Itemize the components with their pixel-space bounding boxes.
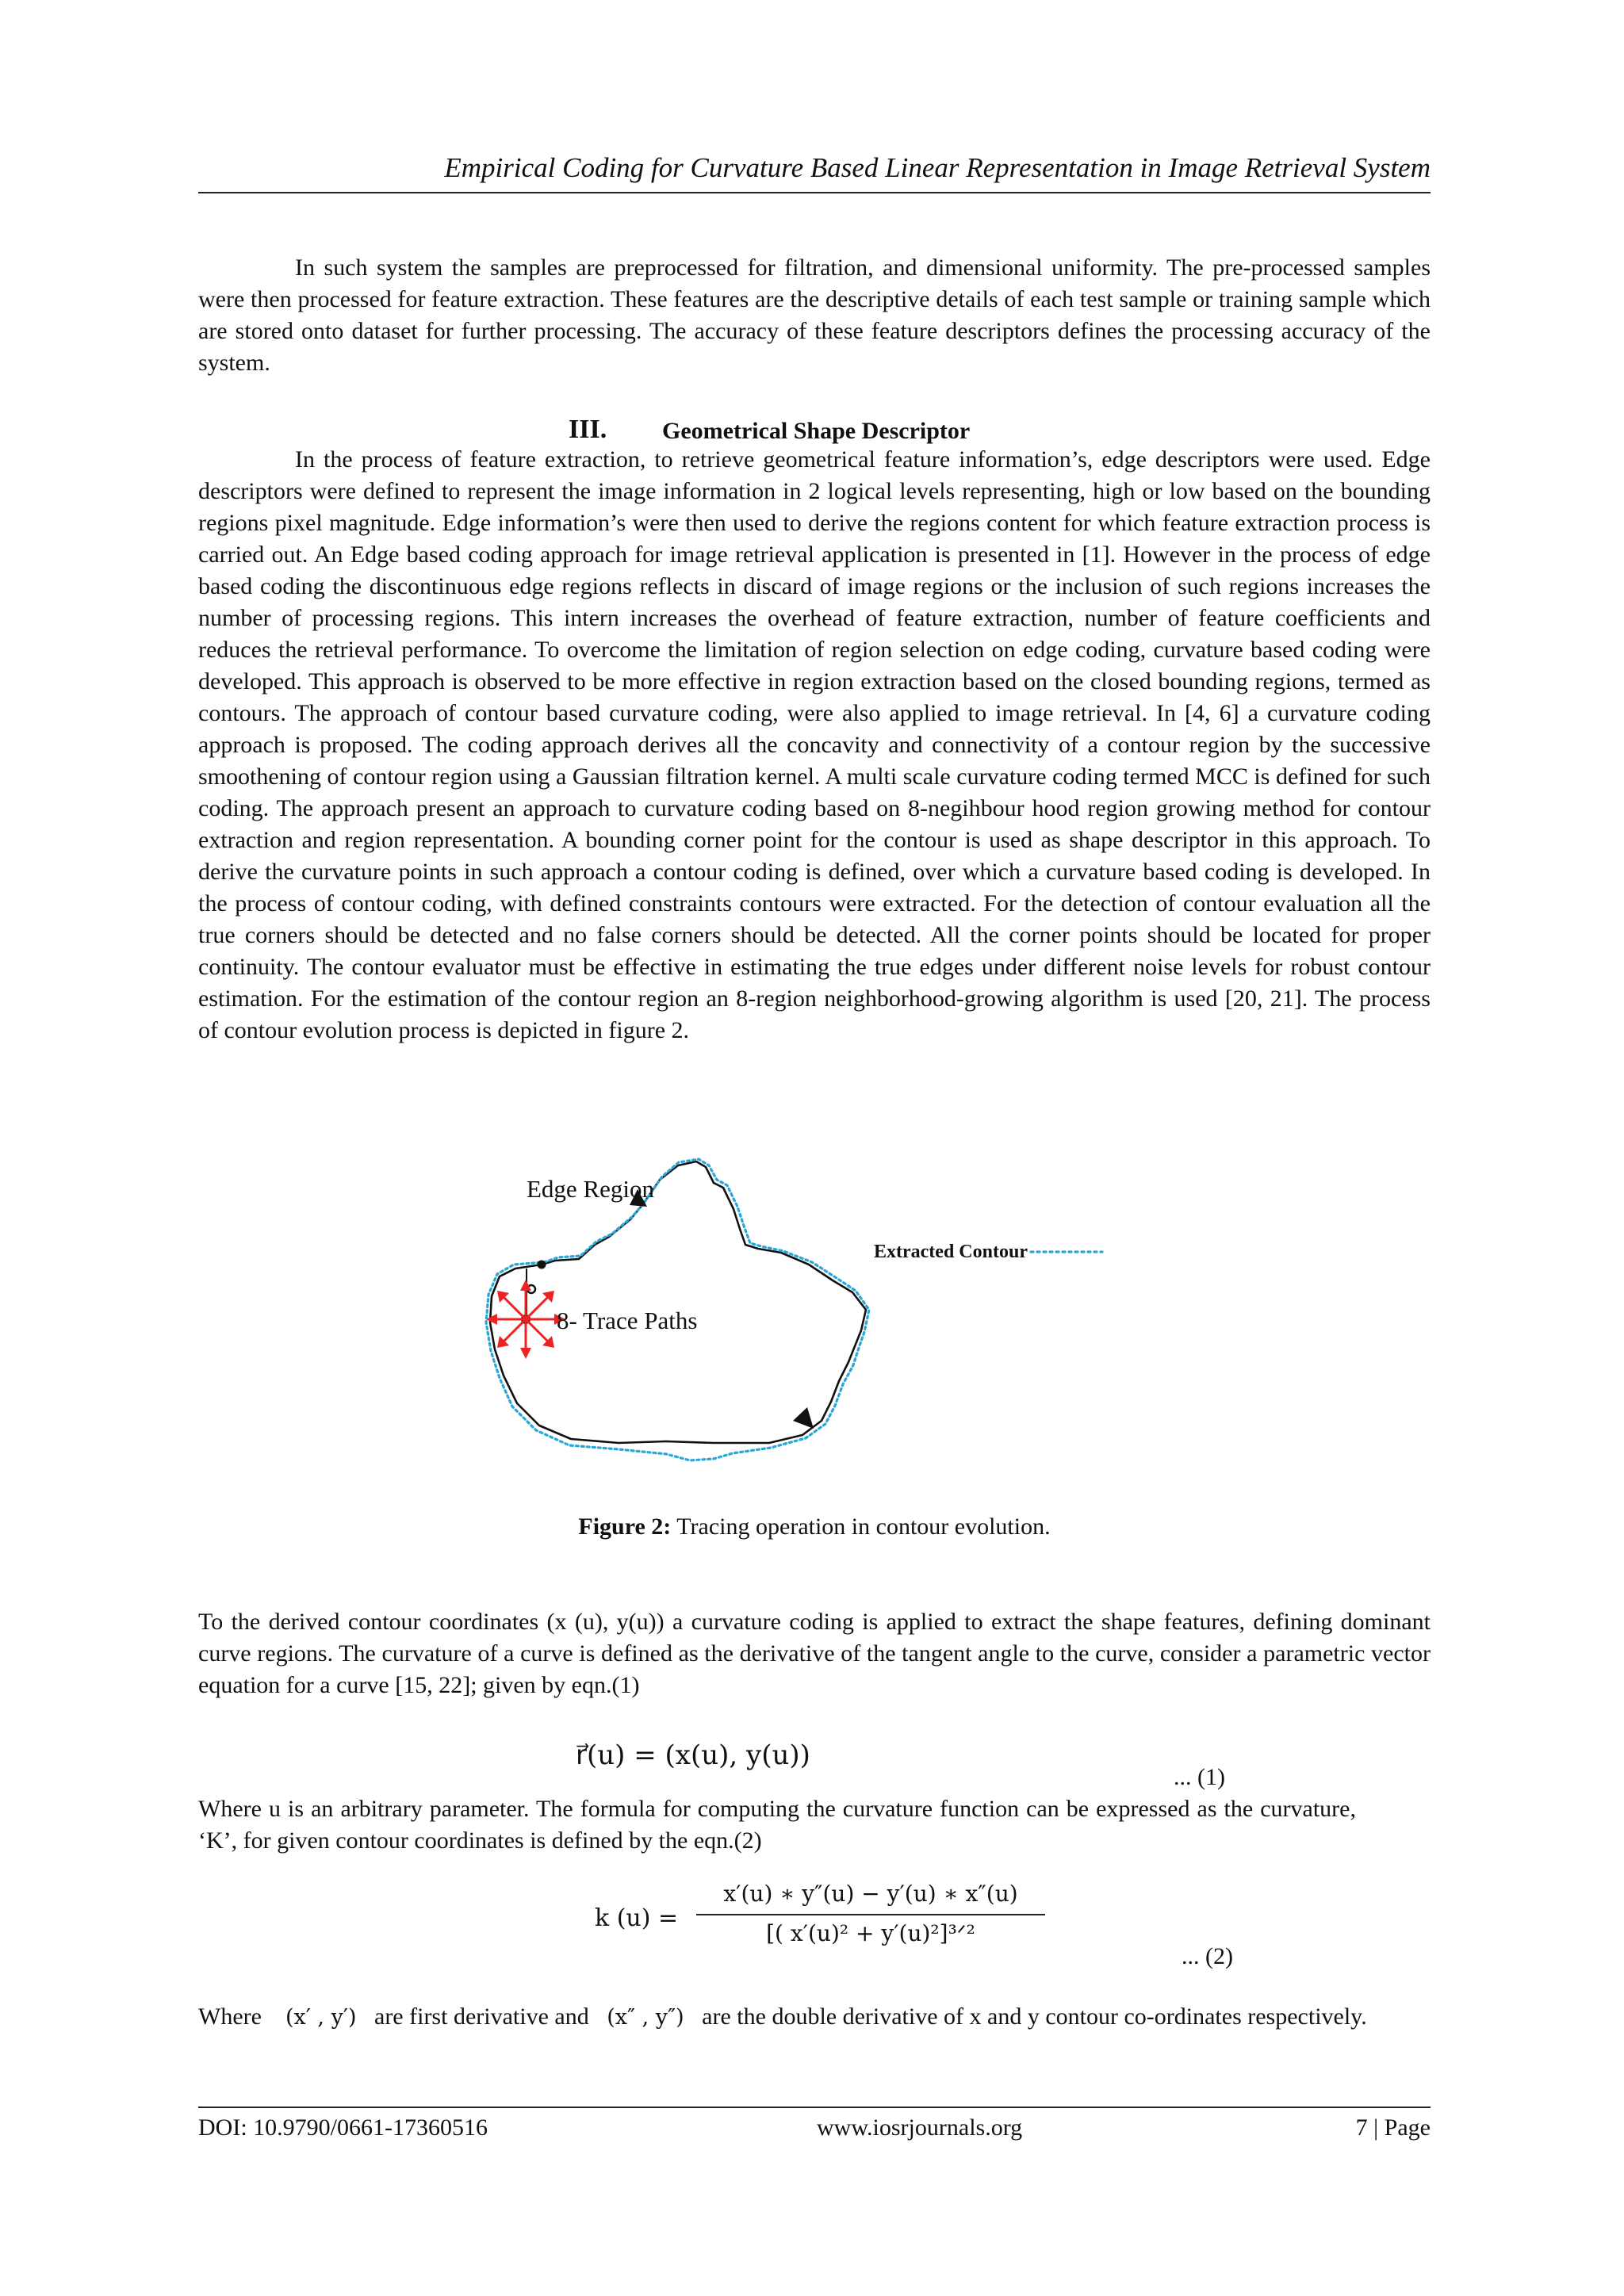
section-title: Geometrical Shape Descriptor (662, 418, 971, 444)
page-footer (198, 2112, 1431, 2144)
direction-arrow-bottom (793, 1407, 814, 1429)
first-derivative-symbol: (x′ , y′) (285, 2005, 357, 2030)
equation-2-denominator: [( x′(u)² + y′(u)²]³ᐟ² (766, 1920, 975, 1946)
figure-caption (198, 1511, 1431, 1543)
caption-text: Tracing operation in contour evolution. (676, 1513, 1051, 1540)
trace-arrow-se (526, 1319, 550, 1343)
where-rest-text: are the double derivative of x and y contour co-ordinates respectively. (702, 2003, 1367, 2030)
trace-arrowhead-s (520, 1348, 531, 1359)
equation-1: r⃗(u) = (x(u), y(u)) (576, 1739, 810, 1771)
footer-page-number: 7 | Page (1355, 2114, 1431, 2141)
paragraph-curvature-definition: Where u is an arbitrary parameter. The formula for computing the curvature function can be expressed as the curvature, ‘K’, for given contour coordinates is defined by the eqn.(2) (198, 1796, 1356, 1854)
section-number: III. (569, 415, 607, 444)
footer-website: www.iosrjournals.org (817, 2114, 1023, 2141)
running-head: Empirical Coding for Curvature Based Linear Representation in Image Retrieval System (444, 152, 1431, 183)
where-word: Where (198, 2003, 262, 2030)
equation-2-numerator: x′(u) ∗ y″(u) − y′(u) ∗ x″(u) (723, 1881, 1018, 1907)
caption-label: Figure 2: (578, 1513, 672, 1540)
paper-page (198, 0, 1431, 2296)
traced-contour-path (490, 1161, 866, 1443)
paragraph-preprocessing: In such system the samples are preprocessed for filtration, and dimensional uniformity. The pre-processed samples were then processed for feature extraction. These features are the descriptive details of each test sample or training sample which are stored onto dataset for further processing. The accuracy of these feature descriptors defines the processing accuracy of the system. (198, 254, 1431, 376)
footer-doi: DOI: 10.9790/0661-17360516 (198, 2114, 488, 2141)
figure-contour-tracing (476, 1142, 1126, 1514)
equation-2-fraction-bar (696, 1914, 1045, 1915)
section-heading (198, 412, 1431, 447)
contour-diagram (476, 1142, 1126, 1514)
where-mid-text: are first derivative and (374, 2003, 589, 2030)
trace-start-point (538, 1261, 546, 1269)
eight-trace-arrows (486, 1280, 565, 1359)
label-edge-region: Edge Region (527, 1175, 654, 1203)
equation-2-lhs: k (u) = (595, 1904, 679, 1932)
second-derivative-symbol: (x″ , y″) (607, 2005, 684, 2030)
equation-2-number: ... (2) (1182, 1943, 1233, 1969)
trace-arrow-nw (502, 1295, 526, 1319)
equation-2 (595, 1879, 1229, 1966)
paragraph-derivatives (198, 2001, 1431, 2034)
label-trace-paths: 8- Trace Paths (557, 1307, 698, 1334)
paragraph-curvature-coding: To the derived contour coordinates (x (u), y(u)) a curvature coding is applied to extract the shape features, defining dominant curve regions. The curvature of a curve is defined as the derivative of the tangent angle to the curve, consider a parametric vector equation for a curve [15, 22]; given by eqn.(1) (198, 1609, 1431, 1698)
label-extracted-contour: Extracted Contour (874, 1242, 1028, 1262)
equation-1-number: ... (1) (1174, 1764, 1225, 1790)
trace-arrow-ne (526, 1295, 550, 1319)
footer-rule (198, 2107, 1431, 2108)
paragraph-feature-extraction: In the process of feature extraction, to retrieve geometrical feature information’s, edge descriptors were used. Edge descriptors were defined to represent the image information in 2 logical levels representing, high or low based on the bounding regions pixel magnitude. Edge information’s were then used to derive the regions content for which feature extraction process is carried out. An Edge based coding approach for image retrieval application is presented in [1]. However in the process of edge based coding the discontinuous edge regions reflects in discard of image regions or the inclusion of such regions increases the number of processing regions. This intern increases the overhead of feature extraction, number of feature coefficients and reduces the retrieval performance. To overcome the limitation of region selection on edge coding, curvature based coding were developed. This approach is observed to be more effective in region extraction based on the closed bounding regions, termed as contours. The approach of contour based curvature coding, were also applied to image retrieval. In [4, 6] a curvature coding approach is proposed. The coding approach derives all the concavity and connectivity of a contour region by the successive smoothening of contour region using a Gaussian filtration kernel. A multi scale curvature coding termed MCC is defined for such coding. The approach present an approach to curvature coding based on 8-negihbour hood region growing method for contour extraction and region representation. A bounding corner point for the contour is used as shape descriptor in this approach. To derive the curvature points in such approach a contour coding is defined, over which a curvature based coding is developed. In the process of contour coding, with defined constraints contours were extracted. For the detection of contour evaluation all the true corners should be detected and no false corners should be detected. All the corner points should be located for proper continuity. The contour evaluator must be effective in estimating the true edges under different noise levels for robust contour estimation. For the estimation of the contour region an 8-region neighborhood-growing algorithm is used [20, 21]. The process of contour evolution process is depicted in figure 2. (198, 446, 1431, 1043)
header-rule (198, 192, 1431, 193)
trace-arrow-sw (502, 1319, 526, 1343)
